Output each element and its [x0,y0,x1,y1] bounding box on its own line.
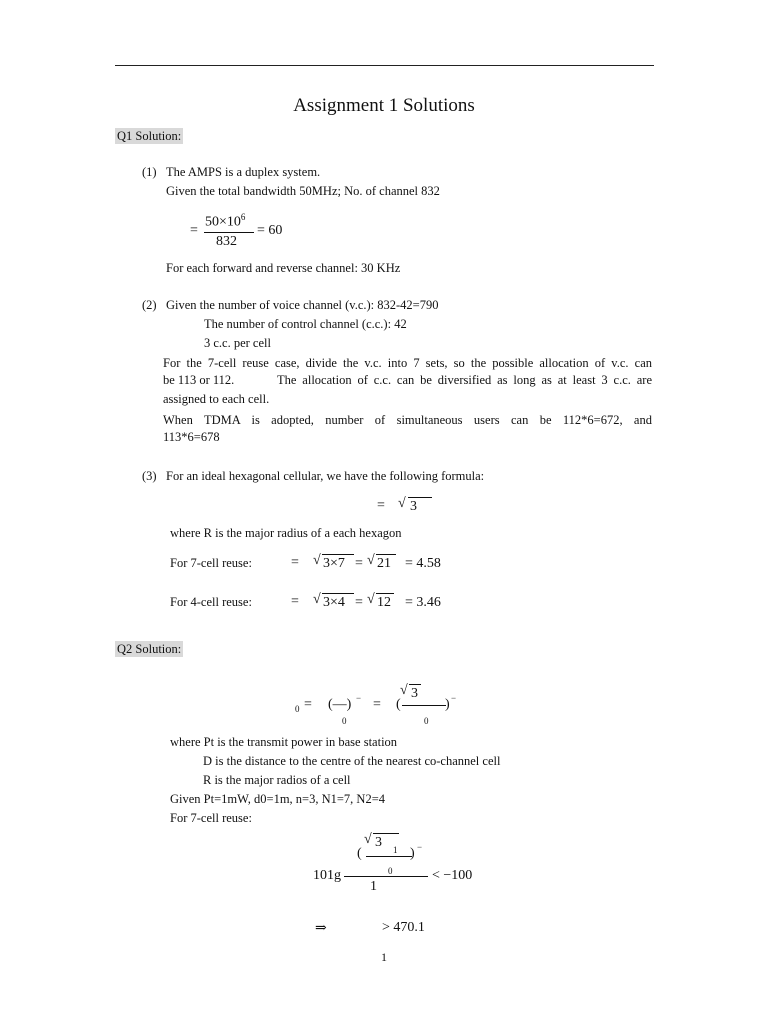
r7-sqrt-bar-1 [322,554,354,555]
q1-p3-formula-sqrt-bar [408,497,432,498]
q2-eq2-inner-bar [366,856,412,857]
q1-p2-para1-line2a: be 113 or 112. [163,373,235,387]
r4-label: For 4-cell reuse: [170,595,252,609]
r4-radicand-2: 12 [377,595,391,610]
r7-equals: = [291,555,299,570]
q1-p1-line2: Given the total bandwidth 50MHz; No. of channel 832 [166,184,440,198]
q1-heading-wrap [115,127,183,145]
q2-eq-sqrt-bar [409,684,421,685]
q2-eq-radicand: 3 [411,686,418,701]
q2-eq-fraction-bar [402,705,446,706]
r4-sqrt-sign-1: √ [313,592,321,607]
q2-given: Given Pt=1mW, d0=1m, n=3, N1=7, N2=4 [170,792,385,806]
r4-equals: = [291,594,299,609]
q1-p2-line3: 3 c.c. per cell [204,336,271,350]
r4-sqrt-sign-2: √ [367,592,375,607]
q2-eq2-den: 1 [370,879,377,894]
q1-p3-line1: For an ideal hexagonal cellular, we have the following formula: [166,469,485,483]
q2-eq2-lt: < −100 [432,868,473,883]
q2-eq2-lg: 101g [313,868,341,883]
r7-result: = 4.58 [405,556,441,571]
q2-eq2-radicand-sub: 1 [393,845,398,855]
q1-p2-number: (2) [142,298,157,312]
page-title: Assignment 1 Solutions [293,95,475,116]
top-rule [115,65,654,66]
r4-sqrt-bar-1 [322,593,354,594]
eq1-fraction-bar [204,232,254,233]
q1-p2-para1-line2b: The allocation of c.c. can be diversified as long as at least 3 c.c. are [277,373,652,387]
q1-p1-line1: The AMPS is a duplex system. [166,165,321,179]
r7-label: For 7-cell reuse: [170,556,252,570]
q2-eq2-sqrt-bar [373,833,399,834]
q1-p3-formula-sqrt-sign: √ [398,496,406,511]
r7-radicand-1: 3×7 [323,556,345,571]
eq1-numerator: $50\times 10^6$ [205,212,246,230]
q2-eq-exp1: − [356,693,362,703]
q2-where1: where Pt is the transmit power in base station [170,735,398,749]
q1-p3-formula-radicand: 3 [410,499,417,514]
r7-sqrt-sign-2: √ [367,553,375,568]
eq1-equals: = [190,223,198,238]
r4-sqrt-bar-2 [376,593,394,594]
q1-p2-para1-line3: assigned to each cell. [163,392,270,406]
q2-eq2-main-bar [344,876,428,877]
q2-where2: D is the distance to the centre of the nearest co-channel cell [203,754,501,768]
q2-eq-rparen: ) [445,697,450,712]
q2-eq-sub0: 0 [295,704,300,714]
q2-eq2-rparen: ) [410,846,415,861]
q1-p2-para1-line1: For the 7-cell reuse case, divide the v.c. into 7 sets, so the possible allocation of v.c. can [163,356,652,370]
eq1-denominator: 832 [216,234,237,249]
r7-sqrt-sign-1: √ [313,553,321,568]
q1-p2-para2-line2: 113*6=678 [163,430,220,444]
q1-p3-number: (3) [142,469,157,483]
q1-p1-line3: For each forward and reverse channel: 30 KHz [166,261,401,275]
r7-radicand-2: 21 [377,556,391,571]
q2-heading: Q2 Solution: [117,642,182,656]
q1-p3-where: where R is the major radius of a each hexagon [170,526,402,540]
q2-eq2-lparen: ( [357,846,362,861]
q2-eq-equals2: = [373,697,381,712]
q1-p3-formula-equals: = [377,498,385,513]
q1-p2-line1: Given the number of voice channel (v.c.): 832-42=790 [166,298,439,312]
q2-eq2-radicand: 3 [375,835,382,850]
q2-eq-lparen: ( [396,697,401,712]
q2-eq-paren-frac: (—) [328,697,352,712]
q2-eq2-sqrt-sign: √ [364,832,372,847]
implies-symbol: ⇒ [315,921,327,936]
r7-sqrt-bar-2 [376,554,396,555]
q2-heading-wrap [115,640,183,658]
r7-mid-equals: = [355,556,363,571]
page-number: 1 [381,950,387,964]
q1-heading: Q1 Solution: [117,129,182,143]
q2-where3: R is the major radios of a cell [203,773,351,787]
r4-radicand-1: 3×4 [323,595,345,610]
q2-eq-sqrt-sign: √ [400,683,408,698]
q2-eq-equals1: = [304,697,312,712]
q2-result: > 470.1 [382,920,425,935]
q2-eq-below2: 0 [424,716,429,726]
q1-p2-line2: The number of control channel (c.c.): 42 [204,317,407,331]
q2-eq-exp2: − [451,693,457,703]
q1-p2-para2-line1: When TDMA is adopted, number of simultaneous users can be 112*6=672, and [163,413,652,427]
q2-for7: For 7-cell reuse: [170,811,252,825]
q2-eq2-exp: − [417,842,423,852]
q2-eq2-zero: 0 [388,866,393,876]
eq1-result: = 60 [257,223,283,238]
q2-eq-below1: 0 [342,716,347,726]
q1-p1-number: (1) [142,165,157,179]
r4-result: = 3.46 [405,595,441,610]
r4-mid-equals: = [355,595,363,610]
